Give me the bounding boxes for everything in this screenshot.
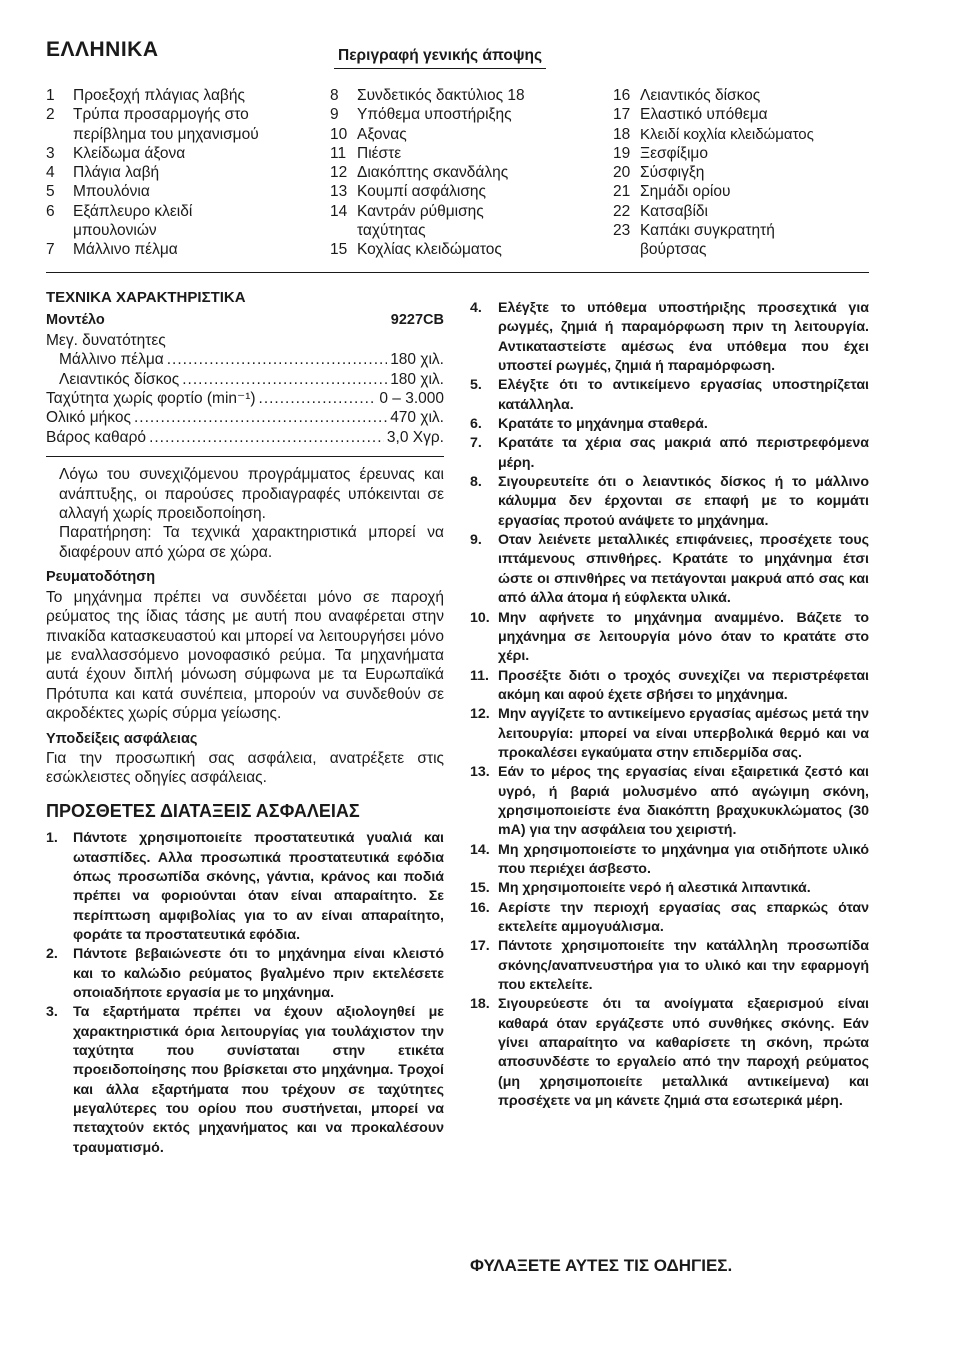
rule-text: Προσέξτε διότι ο τροχός συνεχίζει να περιστρέφεται ακόμη και αφού έχετε σβήσει το μηχάνημα. (498, 667, 869, 703)
safety-rule (46, 1003, 444, 1158)
specs-heading: ΤΕΧΝΙΚΑ ΧΑΡΑΚΤΗΡΙΣΤΙΚΑ (46, 289, 246, 306)
part-number: 12 (330, 164, 348, 182)
part-number: 8 (330, 87, 339, 104)
part-label: Κουμπί ασφάλισης (357, 183, 487, 201)
leader-dots (259, 389, 377, 408)
rule-text: Μη χρησιμοποιείστε το μηχάνημα για οτιδήποτε υλικό που περιέχει άσβεστο. (498, 841, 869, 877)
rule-number: 7. (470, 435, 482, 452)
model-label: Μοντέλο (46, 312, 105, 329)
part-label: Μπουλόνια (73, 183, 150, 201)
part-number: 7 (46, 241, 55, 259)
part-item (330, 144, 600, 163)
part-number: 19 (613, 144, 631, 162)
rule-number: 3. (46, 1004, 58, 1021)
leader-dots (167, 350, 387, 369)
additional-safety-heading: ΠΡΟΣΘΕΤΕΣ ΔΙΑΤΑΞΕΙΣ ΑΣΦΑΛΕΙΑΣ (46, 800, 360, 821)
safety-rule (470, 299, 869, 376)
parts-column-1 (46, 86, 316, 260)
capacities-label: Μεγ. δυνατότητες (46, 331, 166, 349)
section-divider (46, 272, 869, 273)
rule-number: 9. (470, 532, 482, 549)
rule-number: 15. (470, 880, 490, 897)
rule-text: Τα εξαρτήματα πρέπει να έχουν αξιολογηθεί με χαρακτηριστικά όρια λειτουργίας για τουλάχιστον την ταχύτητα που συνίσταται στην ετικέτα προειδοποίησης που βρίσκεται στο μηχάνημα. Τροχοί και άλλα εξαρτήματα που τρέχουν σε ταχύτητες μεγαλύτερες του ορίου που συστήνεται, μπορεί να πεταχτούν εκτός μηχανήματος και να προκαλέσουν τραυματισμό. (73, 1004, 444, 1156)
rule-number: 14. (470, 841, 490, 858)
safety-tips-heading: Υποδείξεις ασφάλειας (46, 730, 198, 747)
part-label: Διακόπτης σκανδάλης (357, 164, 509, 182)
rule-text: Σιγουρεύεστε ότι τα ανοίγματα εξαερισμού είναι καθαρά όταν εργάζεστε υπό συνθήκες σκόνης. Εάν γίνει απαραίτητο να καθαρίσετε τη σκόνη, πρώτα αποσυνδέστε το εργαλείο από την παροχή ρεύματος (μη χρησιμοποιείτε μεταλλικά αντικείμενα) και προσέχετε να μη κάνετε ζημιά στα εσωτερικά μέρη. (498, 996, 869, 1110)
part-label: Τρύπα προσαρμογής στο περίβλημα του μηχανισμού (73, 106, 259, 143)
leader-dots (182, 370, 387, 389)
part-label: Υπόθεμα υποστήριξης (357, 106, 512, 124)
safety-rule (470, 376, 869, 415)
part-number: 1 (46, 87, 55, 104)
leader-dots (149, 428, 384, 447)
part-item (330, 182, 600, 201)
part-item (613, 144, 869, 163)
rule-number: 10. (470, 609, 490, 626)
rule-number: 8. (470, 474, 482, 491)
part-item (46, 86, 316, 105)
rule-number: 16. (470, 899, 490, 916)
part-label: Σημάδι ορίου (640, 183, 731, 201)
safety-rule (470, 841, 869, 880)
rule-text: Πάντοτε χρησιμοποιείτε την κατάλληλη προσωπίδα σκόνης/αναπνευστήρα για το υλικό και την εφαρμογή που εκτελείτε. (498, 938, 869, 994)
rule-text: Μη χρησιμοποιείτε νερό ή αλεστικά λιπαντικά. (498, 880, 811, 897)
part-item (330, 240, 600, 259)
rule-number: 13. (470, 764, 490, 781)
safety-rule (470, 667, 869, 706)
part-number: 18 (613, 125, 631, 143)
spec-label: Βάρος καθαρό (46, 428, 147, 446)
safety-rule (470, 937, 869, 995)
leader-dots (134, 408, 387, 427)
spec-row-no-load-speed (46, 389, 444, 408)
part-label: Εξάπλευρο κλειδί μπουλονιών (73, 202, 193, 240)
rule-number: 17. (470, 938, 490, 955)
rule-text: Μην αγγίζετε το αντικείμενο εργασίας αμέσως μετά την λειτουργία: μπορεί να είναι υπερβολικά θερμό και να προκαλέσει εγκαύματα στην επιδερμίδα σας. (498, 706, 869, 761)
spec-label: Ολικό μήκος (46, 409, 131, 427)
part-label: Κατσαβίδι (640, 202, 708, 220)
rule-text: Ελέγξτε το υπόθεμα υποστήριξης προσεχτικά για ρωγμές, ζημιά ή παραμόρφωση πριν τη λειτουργία. Αντικαταστείστε αμέσως ένα υπόθεμα που έχει υποστεί ρωγμές, ζημιά ή παραμόρφωση. (498, 300, 869, 375)
part-label: Λειαντικός δίσκος (640, 87, 761, 104)
part-item (330, 86, 600, 105)
part-label: Κλειδί κοχλία κλειδώματος (640, 125, 814, 143)
rule-number: 6. (470, 416, 482, 433)
spec-label: Λειαντικός δίσκος (59, 370, 180, 388)
part-label: Κλείδωμα άξονα (73, 144, 186, 162)
spec-row-wool-pad (46, 350, 444, 369)
model-value: 9227CB (390, 312, 444, 329)
safety-rule (470, 879, 869, 898)
part-label: Ελαστικό υπόθεμα (640, 106, 768, 124)
part-item (330, 105, 600, 124)
rule-number: 18. (470, 996, 490, 1013)
country-note: Παρατήρηση: Τα τεχνικά χαρακτηριστικά μπορεί να διαφέρουν από χώρα σε χώρα. (59, 524, 444, 561)
spec-value: 0 – 3.000 (379, 390, 444, 408)
safety-rule (470, 473, 869, 531)
safety-rule (470, 434, 869, 473)
rule-text: Κρατάτε το μηχάνημα σταθερά. (498, 416, 708, 433)
spec-label: Μάλλινο πέλμα (59, 351, 164, 369)
rule-text: Πάντοτε βεβαιώνεστε ότι το μηχάνημα είναι κλειστό και το καλώδιο ρεύματος βγαλμένο πριν εκτελέσετε οποιαδήποτε εργασία με το μηχάνημα. (73, 946, 444, 1001)
page-title: ΕΛΛΗΝΙΚΑ (46, 38, 159, 61)
part-item (613, 202, 869, 221)
part-item (46, 202, 316, 241)
part-label: Καντράν ρύθμισης ταχύτητας (357, 202, 484, 240)
rule-number: 11. (470, 667, 489, 684)
part-label: Πλάγια λαβή (73, 164, 160, 182)
part-item (613, 105, 869, 124)
closing-statement: ΦΥΛΑΞΕΤΕ ΑΥΤΕΣ ΤΙΣ ΟΔΗΓΙΕΣ. (470, 1256, 733, 1275)
part-label: Αξονας (357, 125, 407, 143)
specs-divider (46, 456, 444, 457)
rule-text: Κρατάτε τα χέρια σας μακριά από περιστρεφόμενα μέρη. (498, 435, 869, 471)
part-label: Πιέστε (357, 144, 402, 162)
spec-label: Ταχύτητα χωρίς φορτίο (min⁻¹) (46, 390, 256, 408)
part-item (613, 86, 869, 105)
part-item (46, 144, 316, 163)
part-label: Σύσφιγξη (640, 164, 705, 182)
part-number: 14 (330, 202, 348, 220)
part-number: 5 (46, 183, 55, 201)
spec-value: 3,0 Χγρ. (386, 428, 444, 446)
part-item (330, 125, 600, 144)
safety-rule (470, 899, 869, 938)
safety-rule (470, 763, 869, 840)
part-number: 6 (46, 202, 55, 220)
part-number: 13 (330, 183, 348, 201)
spec-value: 180 χιλ. (390, 370, 444, 388)
part-label: Καπάκι συγκρατητή βούρτσας (640, 222, 775, 259)
rule-text: Πάντοτε χρησιμοποιείτε προστατευτικά γυαλιά και ωτασπίδες. Αλλα προσωπικά προστατευτικά εφόδια όπως προσωπίδα σκόνης, γάντια, κράνος και ποδιά πρέπει να φοριούνται όταν είναι απαραίτητο. Σε περίπτωση αμφιβολίας για το αν είναι απαραίτητο, φοράτε τα προστατευτικά εφόδια. (73, 830, 444, 943)
safety-rule (470, 415, 869, 434)
rule-number: 5. (470, 377, 482, 394)
part-number: 3 (46, 144, 55, 162)
spec-row-net-weight (46, 428, 444, 447)
part-item (330, 202, 600, 241)
part-number: 2 (46, 106, 55, 124)
parts-column-3 (613, 86, 869, 260)
part-item (613, 163, 869, 182)
right-column (470, 299, 869, 1111)
part-item (330, 163, 600, 182)
spec-row-overall-length (46, 408, 444, 427)
safety-tips-text: Για την προσωπική σας ασφάλεια, ανατρέξετε στις εσώκλειστες οδηγίες ασφάλειας. (46, 749, 444, 787)
safety-rule (46, 829, 444, 945)
rule-text: Αερίστε την περιοχή εργασίας σας επαρκώς όταν εκτελείτε αμμογυάλισμα. (498, 899, 869, 935)
part-item (46, 163, 316, 182)
rule-number: 1. (46, 830, 58, 847)
part-label: Συνδετικός δακτύλιος 18 (357, 87, 525, 104)
part-item (46, 105, 316, 144)
power-supply-heading: Ρευματοδότηση (46, 569, 156, 586)
part-number: 11 (330, 144, 347, 162)
model-row (46, 311, 444, 330)
rule-number: 4. (470, 300, 482, 316)
rule-text: Ελέγξτε ότι το αντικείμενο εργασίας υποστηρίζεται κατάλληλα. (498, 377, 869, 413)
safety-rule (470, 995, 869, 1111)
rule-text: Εάν το μέρος της εργασίας είναι εξαιρετικά ζεστό και υγρό, ή βαριά μολυσμένο από αγώγιμη σκόνη, χρησιμοποιείστε ένα διακόπτη βραχυκυκλώματος (30 mA) για την ασφάλεια του χειριστή. (498, 764, 869, 839)
rule-text: Σιγουρευτείτε ότι ο λειαντικός δίσκος ή το μάλλινο κάλυμμα δεν έρχονται σε επαφή με το κομμάτι εργασίας προτού ανάψετε το μηχάνημα. (498, 474, 869, 529)
part-item (46, 182, 316, 201)
parts-column-2 (330, 86, 600, 260)
part-label: Κοχλίας κλειδώματος (357, 241, 502, 259)
part-number: 9 (330, 106, 339, 124)
part-number: 23 (613, 222, 631, 240)
safety-rule (46, 945, 444, 1003)
part-number: 15 (330, 241, 348, 259)
part-label: Προεξοχή πλάγιας λαβής (73, 87, 245, 104)
rule-text: Οταν λειένετε μεταλλικές επιφάνειες, προσέχετε τους ιπτάμενους σπινθήρες. Κρατάτε το μηχάνημα έτσι ώστε οι σπινθήρες να πετάγονται μακρυά από σας και από άλλα άτομα ή εύφλεκτα υλικά. (498, 532, 869, 607)
part-item (613, 221, 869, 260)
part-item (46, 240, 316, 259)
rule-number: 12. (470, 706, 490, 723)
rule-number: 2. (46, 946, 58, 963)
part-number: 22 (613, 202, 631, 220)
spec-row-abrasive-disc (46, 370, 444, 389)
part-number: 4 (46, 164, 55, 182)
part-number: 21 (613, 183, 631, 201)
spec-value: 470 χιλ. (390, 409, 444, 427)
part-label: Ξεσφίξιμο (640, 144, 708, 162)
part-label: Μάλλινο πέλμα (73, 241, 178, 259)
part-number: 17 (613, 106, 631, 124)
part-item (613, 125, 869, 144)
safety-rule (470, 609, 869, 667)
part-number: 20 (613, 164, 631, 182)
research-note: Λόγω του συνεχιζόμενου προγράμματος έρευνας και ανάπτυξης, οι παρούσες προδιαγραφές υπόκεινται σε αλλαγή χωρίς προειδοποίηση. (59, 466, 444, 523)
safety-rule (470, 705, 869, 763)
power-supply-text: Το μηχάνημα πρέπει να συνδέεται μόνο σε παροχή ρεύματος της ίδιας τάσης με αυτή που αναφέρεται στην πινακίδα κατασκευαστού και μπορεί να λειτουργήσει μόνο με εναλλασσόμενο μονοφασικό ρεύμα. Τα μηχανήματα αυτά έχουν διπλή μόνωση σύμφωνα με τα Ευρωπαϊκά Πρότυπα και κατά συνέπεια, μπορούν να συνδεθούν σε ακροδέκτες χωρίς σύρμα γείωσης. (46, 588, 444, 723)
spec-value: 180 χιλ. (390, 351, 444, 369)
part-number: 16 (613, 87, 631, 104)
left-column (46, 288, 444, 1158)
part-number: 10 (330, 125, 348, 143)
part-item (613, 182, 869, 201)
overview-heading: Περιγραφή γενικής άποψης (334, 47, 546, 69)
rule-text: Μην αφήνετε το μηχάνημα αναμμένο. Βάζετε το μηχάνημα σε λειτουργία μόνο όταν το κρατάτε στο χέρι. (498, 609, 869, 665)
safety-rule (470, 531, 869, 608)
